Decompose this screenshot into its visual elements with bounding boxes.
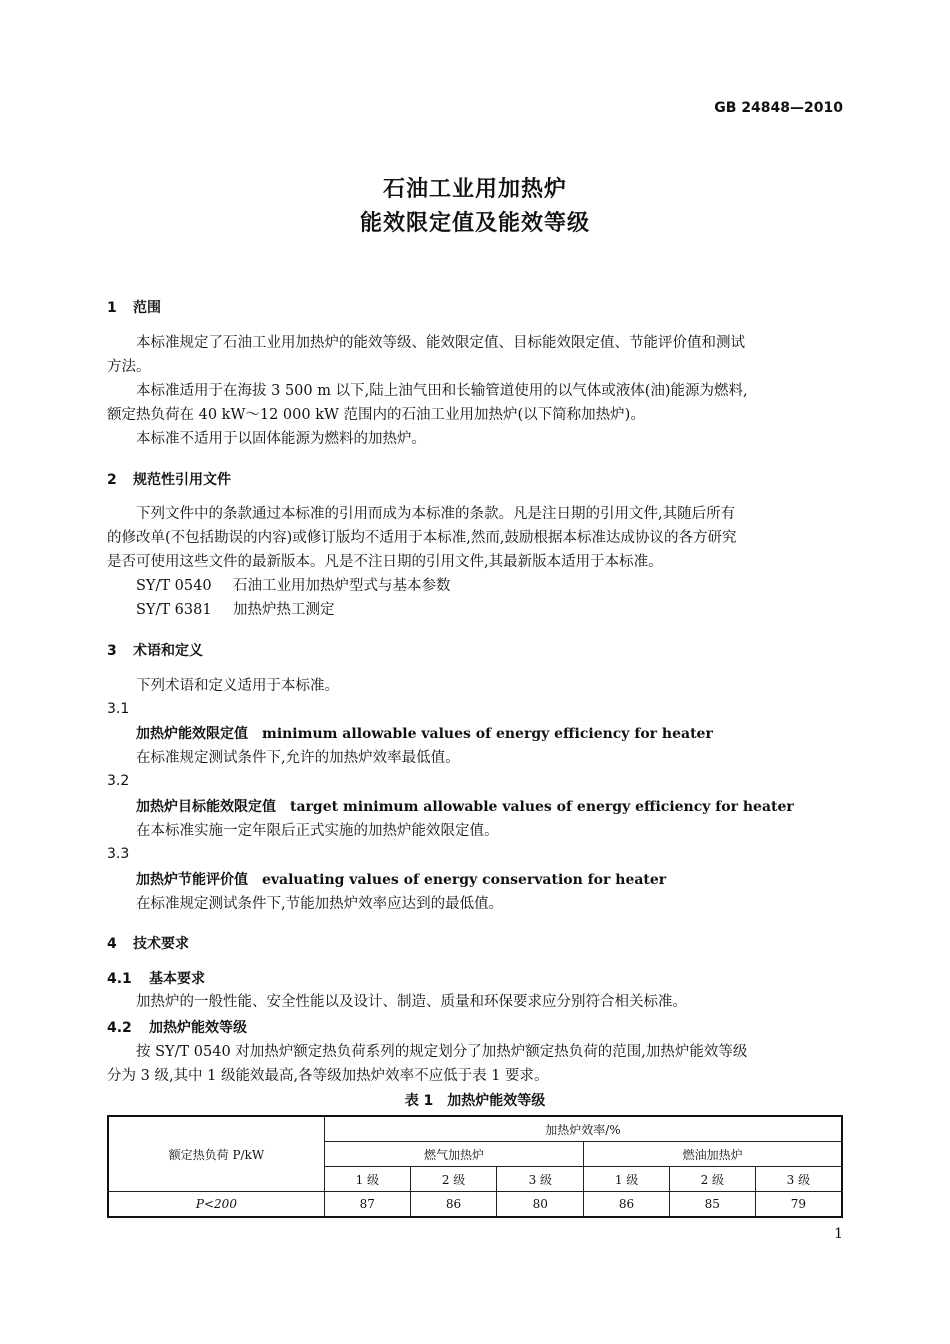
header-cell-grade: 2 级 — [410, 1167, 497, 1192]
subsection-number: 4.2 — [107, 1020, 132, 1036]
table-row — [108, 1192, 842, 1218]
paragraph-line: 是否可使用这些文件的最新版本。凡是不注日期的引用文件,其最新版本适用于本标准。 — [107, 554, 663, 570]
term-cn: 加热炉节能评价值 — [136, 872, 248, 888]
header-cell-grade: 1 级 — [324, 1167, 410, 1192]
header-cell-oil: 燃油加热炉 — [584, 1142, 842, 1167]
section-title: 范围 — [133, 300, 161, 316]
subsection-title: 基本要求 — [149, 971, 205, 987]
term-number: 3.2 — [107, 773, 130, 789]
table-cell: 87 — [324, 1192, 410, 1218]
paragraph-line: 本标准规定了石油工业用加热炉的能效等级、能效限定值、目标能效限定值、节能评价值和测试 — [136, 335, 745, 351]
header-cell-grade: 3 级 — [497, 1167, 584, 1192]
table-cell: 85 — [669, 1192, 755, 1218]
section-number: 4 — [107, 936, 117, 952]
standard-number: GB 24848—2010 — [714, 100, 843, 116]
document-title-line1: 石油工业用加热炉 — [382, 177, 567, 202]
paragraph-line: 加热炉的一般性能、安全性能以及设计、制造、质量和环保要求应分别符合相关标准。 — [136, 994, 687, 1010]
term-en: target minimum allowable values of energy efficiency for heater — [290, 799, 794, 815]
reference-code: SY/T 6381 — [136, 602, 212, 618]
paragraph-line: 本标准适用于在海拔 3 500 m 以下,陆上油气田和长输管道使用的以气体或液体(油)能源为燃料, — [136, 383, 748, 399]
header-cell-gas: 燃气加热炉 — [324, 1142, 583, 1167]
term-definition: 在标准规定测试条件下,节能加热炉效率应达到的最低值。 — [136, 896, 504, 912]
section-number: 1 — [107, 300, 117, 316]
header-cell-efficiency: 加热炉效率/% — [324, 1116, 842, 1142]
term-cn: 加热炉能效限定值 — [136, 726, 248, 742]
header-cell-grade: 1 级 — [584, 1167, 670, 1192]
subsection-title: 加热炉能效等级 — [149, 1020, 247, 1036]
paragraph-line: 分为 3 级,其中 1 级能效最高,各等级加热炉效率不应低于表 1 要求。 — [107, 1068, 549, 1084]
reference-title: 加热炉热工测定 — [233, 602, 335, 618]
table-cell: 79 — [755, 1192, 842, 1218]
header-cell-grade: 2 级 — [669, 1167, 755, 1192]
reference-item — [136, 574, 872, 598]
paragraph-line: 按 SY/T 0540 对加热炉额定热负荷系列的规定划分了加热炉额定热负荷的范围,加热炉能效等级 — [136, 1044, 748, 1060]
term-heading — [136, 868, 872, 892]
reference-code: SY/T 0540 — [136, 578, 212, 594]
term-heading — [136, 722, 872, 746]
section-number: 3 — [107, 643, 117, 659]
section-title: 规范性引用文件 — [133, 472, 231, 488]
efficiency-grade-table — [107, 1115, 843, 1218]
section-4-heading — [107, 933, 189, 953]
term-en: evaluating values of energy conservation for heater — [262, 872, 667, 888]
paragraph-line: 下列术语和定义适用于本标准。 — [136, 678, 339, 694]
reference-item — [136, 598, 872, 622]
subsection-4-2-heading — [107, 1017, 247, 1037]
term-heading — [136, 795, 872, 819]
table-cell: 80 — [497, 1192, 584, 1218]
term-number: 3.3 — [107, 846, 130, 862]
section-title: 技术要求 — [133, 936, 189, 952]
paragraph-line: 的修改单(不包括勘误的内容)或修订版均不适用于本标准,然而,鼓励根据本标准达成协议的各方研究 — [107, 530, 737, 546]
table-cell: 86 — [410, 1192, 497, 1218]
term-cn: 加热炉目标能效限定值 — [136, 799, 276, 815]
document-title-line2: 能效限定值及能效等级 — [359, 211, 590, 236]
subsection-number: 4.1 — [107, 971, 132, 987]
section-title: 术语和定义 — [133, 643, 203, 659]
page-number: 1 — [834, 1226, 843, 1242]
section-3-heading — [107, 640, 203, 660]
section-number: 2 — [107, 472, 117, 488]
table-caption: 表 1 加热炉能效等级 — [404, 1093, 546, 1109]
section-1-heading — [107, 297, 161, 317]
reference-title: 石油工业用加热炉型式与基本参数 — [233, 578, 451, 594]
paragraph-line: 额定热负荷在 40 kW～12 000 kW 范围内的石油工业用加热炉(以下简称加热炉)。 — [107, 407, 645, 423]
section-2-heading — [107, 469, 231, 489]
paragraph-line: 本标准不适用于以固体能源为燃料的加热炉。 — [136, 431, 426, 447]
term-en: minimum allowable values of energy efficiency for heater — [262, 726, 713, 742]
paragraph-line: 方法。 — [107, 359, 151, 375]
subsection-4-1-heading — [107, 968, 205, 988]
table-cell-load: P<200 — [108, 1192, 324, 1218]
term-definition: 在本标准实施一定年限后正式实施的加热炉能效限定值。 — [136, 823, 499, 839]
table-cell: 86 — [584, 1192, 670, 1218]
header-cell-load: 额定热负荷 P/kW — [108, 1116, 324, 1192]
term-definition: 在标准规定测试条件下,允许的加热炉效率最低值。 — [136, 750, 460, 766]
term-number: 3.1 — [107, 701, 130, 717]
paragraph-line: 下列文件中的条款通过本标准的引用而成为本标准的条款。凡是注日期的引用文件,其随后所有 — [136, 506, 736, 522]
header-cell-grade: 3 级 — [755, 1167, 842, 1192]
